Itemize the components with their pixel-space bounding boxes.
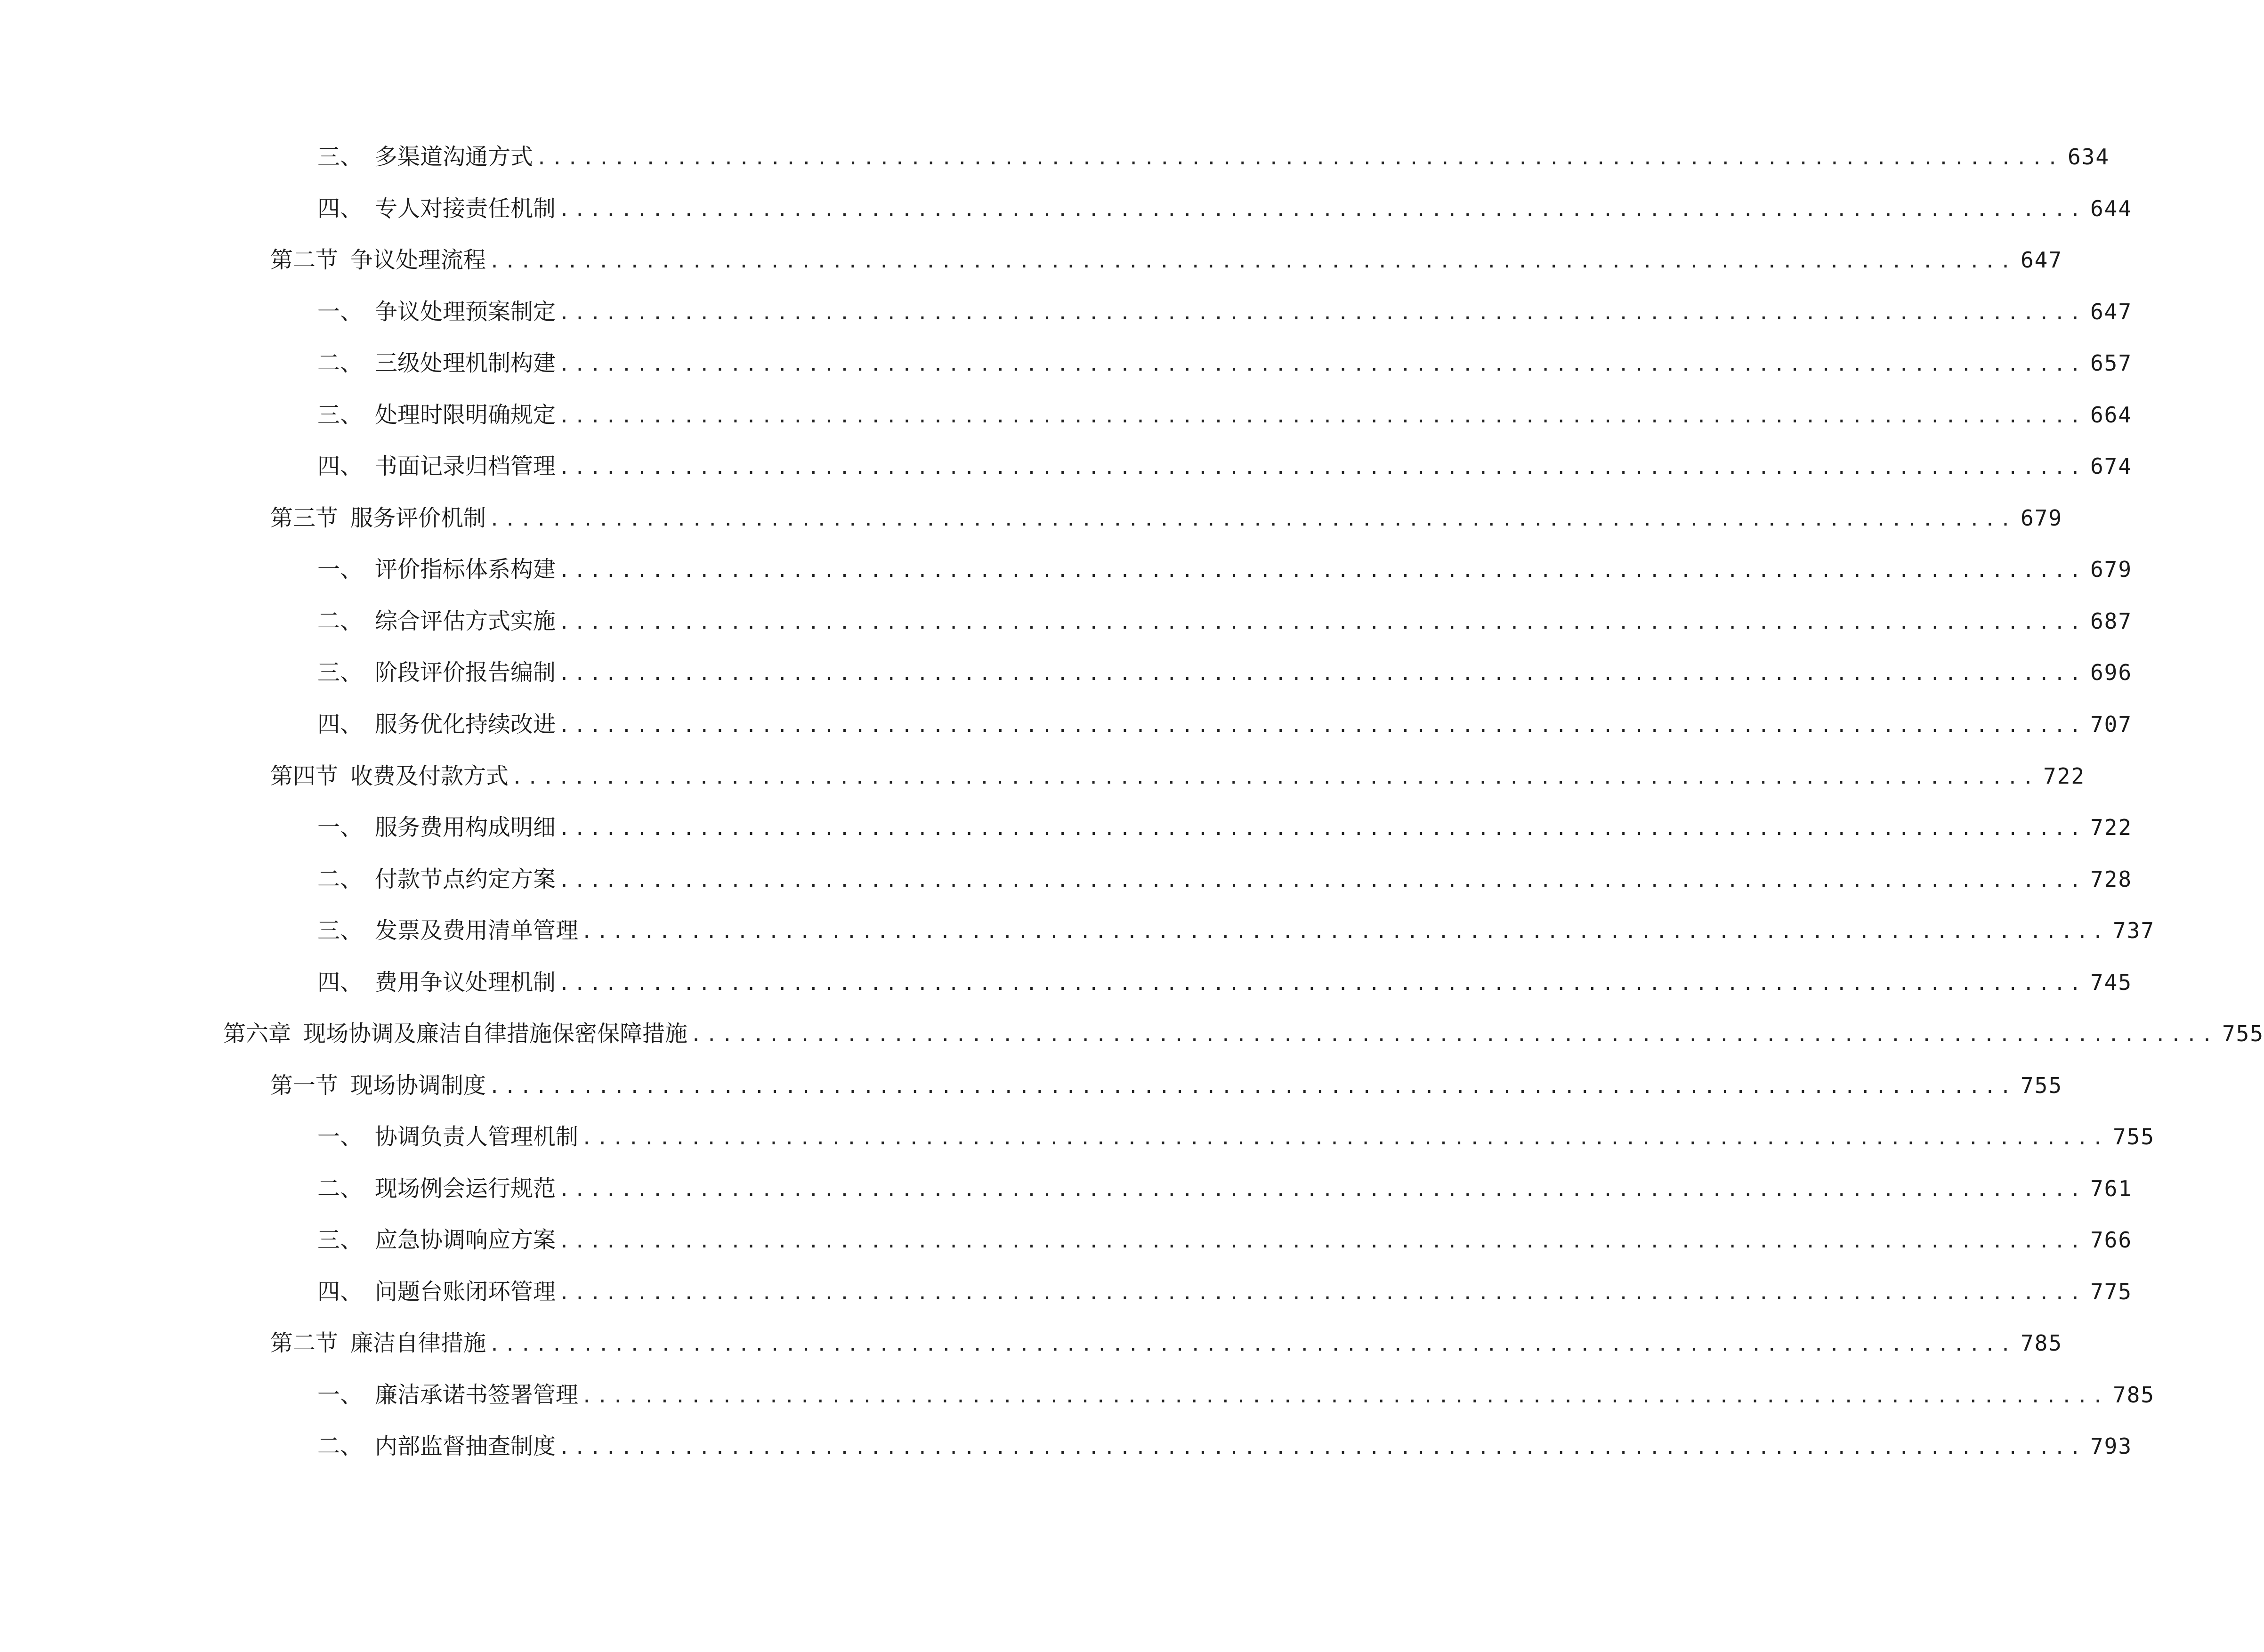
toc-dot-leader: .................................................................................................. [489,251,2016,272]
toc-entry-title: 综合评估方式实施 [375,608,556,634]
toc-dot-leader: .................................................................................................. [581,1127,2108,1149]
toc-entry[interactable] [270,499,2063,537]
toc-dot-leader: .................................................................................................. [558,663,2086,685]
toc-entry[interactable] [317,1170,2133,1207]
toc-entry-number: 第六章 [223,1020,291,1047]
toc-dot-leader: .................................................................................................. [690,1024,2217,1046]
toc-entry-number: 一、 [317,1124,363,1150]
toc-entry-page: 647 [2020,247,2063,273]
toc-entry-title: 服务评价机制 [350,505,486,531]
toc-dot-leader: .................................................................................................. [558,1282,2086,1304]
toc-entry-title: 现场例会运行规范 [375,1175,556,1202]
toc-entry-number: 三、 [317,1227,363,1253]
toc-dot-leader: .................................................................................................. [489,1334,2016,1355]
toc-entry-number: 第二节 [270,247,339,273]
toc-dot-leader: .................................................................................................. [558,818,2086,840]
toc-entry-page: 657 [2090,350,2133,376]
toc-entry-page: 647 [2090,299,2133,324]
toc-entry-title: 收费及付款方式 [350,763,509,789]
toc-dot-leader: .................................................................................................. [558,1179,2086,1201]
toc-entry-page: 737 [2112,918,2155,943]
toc-dot-leader: .................................................................................................. [558,715,2086,737]
toc-entry-title: 专人对接责任机制 [375,195,556,222]
toc-entry-page: 755 [2020,1073,2063,1098]
toc-entry-title: 费用争议处理机制 [375,969,556,996]
toc-entry[interactable] [317,551,2133,588]
toc-entry-page: 679 [2090,557,2133,582]
toc-entry-title: 协调负责人管理机制 [375,1124,579,1150]
toc-entry-number: 一、 [317,299,363,325]
toc-entry[interactable] [317,860,2133,898]
toc-dot-leader: .................................................................................................. [558,870,2086,891]
toc-entry-number: 一、 [317,556,363,583]
toc-entry-title: 发票及费用清单管理 [375,917,579,944]
toc-entry-number: 第一节 [270,1072,339,1099]
toc-dot-leader: .................................................................................................. [558,354,2086,375]
toc-entry-title: 现场协调及廉洁自律措施保密保障措施 [303,1020,688,1047]
toc-dot-leader: .................................................................................................. [558,1231,2086,1252]
toc-entry-number: 三、 [317,402,363,428]
toc-dot-leader: .................................................................................................. [558,457,2086,478]
toc-dot-leader: .................................................................................................. [558,405,2086,427]
toc-entry[interactable] [317,190,2133,227]
toc-dot-leader: .................................................................................................. [536,147,2063,169]
toc-dot-leader: .................................................................................................. [558,1437,2086,1458]
toc-entry-page: 755 [2222,1021,2264,1046]
toc-dot-leader: .................................................................................................. [581,921,2108,943]
toc-dot-leader: .................................................................................................. [558,973,2086,995]
toc-entry-page: 766 [2090,1227,2133,1253]
toc-entry-page: 664 [2090,402,2133,428]
toc-entry-number: 一、 [317,1382,363,1408]
toc-entry-number: 二、 [317,1433,363,1459]
toc-entry-title: 服务优化持续改进 [375,711,556,737]
toc-entry[interactable] [317,809,2133,846]
toc-entry-number: 四、 [317,453,363,479]
toc-dot-leader: .................................................................................................. [558,302,2086,324]
toc-entry-page: 728 [2090,866,2133,892]
toc-entry-title: 问题台账闭环管理 [375,1279,556,1305]
toc-entry-number: 四、 [317,969,363,996]
toc-entry-title: 阶段评价报告编制 [375,659,556,686]
toc-entry-number: 一、 [317,814,363,841]
toc-entry-number: 三、 [317,917,363,944]
toc-entry[interactable] [317,447,2133,485]
toc-entry-title: 廉洁承诺书签署管理 [375,1382,579,1408]
toc-entry-title: 争议处理预案制定 [375,299,556,325]
toc-entry-number: 第三节 [270,505,339,531]
toc-dot-leader: .................................................................................................. [558,612,2086,633]
toc-entry-page: 745 [2090,970,2133,995]
toc-entry[interactable] [270,757,2086,795]
toc-entry-chapter[interactable] [223,1015,2264,1053]
toc-entry-page: 634 [2067,144,2110,170]
toc-entry-page: 722 [2090,815,2133,840]
toc-entry-number: 二、 [317,1175,363,1202]
toc-entry-page: 793 [2090,1433,2133,1459]
toc-entry[interactable] [317,344,2133,382]
toc-entry[interactable] [270,1324,2063,1362]
toc-entry[interactable] [317,1221,2133,1259]
toc-dot-leader: .................................................................................................. [558,199,2086,221]
toc-entry-number: 四、 [317,1279,363,1305]
toc-entry-number: 三、 [317,144,363,170]
toc-entry-number: 四、 [317,711,363,737]
toc-entry-page: 775 [2090,1279,2133,1304]
toc-entry-number: 二、 [317,350,363,376]
toc-entry-number: 二、 [317,866,363,892]
toc-entry[interactable] [317,1376,2155,1414]
toc-dot-leader: .................................................................................................. [511,767,2038,788]
toc-entry-title: 付款节点约定方案 [375,866,556,892]
toc-dot-leader: .................................................................................................. [489,509,2016,530]
toc-dot-leader: .................................................................................................. [558,560,2086,582]
toc-dot-leader: .................................................................................................. [581,1385,2108,1407]
toc-entry-title: 三级处理机制构建 [375,350,556,376]
toc-entry[interactable] [317,293,2133,331]
toc-entry-page: 755 [2112,1124,2155,1150]
toc-entry-title: 内部监督抽查制度 [375,1433,556,1459]
toc-entry[interactable] [317,602,2133,640]
toc-entry[interactable] [270,241,2063,279]
toc-entry-title: 书面记录归档管理 [375,453,556,479]
toc-entry[interactable] [317,705,2133,743]
toc-entry-page: 687 [2090,608,2133,634]
toc-entry-page: 707 [2090,712,2133,737]
toc-entry-number: 三、 [317,659,363,686]
toc-entry-page: 722 [2043,763,2086,789]
toc-entry[interactable] [317,654,2133,691]
toc-entry-number: 第二节 [270,1330,339,1356]
toc-entry-title: 现场协调制度 [350,1072,486,1099]
toc-entry[interactable] [317,396,2133,434]
toc-entry-page: 674 [2090,453,2133,479]
toc-entry[interactable] [317,912,2155,949]
toc-entry-title: 应急协调响应方案 [375,1227,556,1253]
toc-dot-leader: .................................................................................................. [489,1076,2016,1098]
toc-entry-number: 第四节 [270,763,339,789]
toc-entry[interactable] [270,1067,2063,1104]
toc-entry-page: 679 [2020,505,2063,531]
toc-entry-number: 二、 [317,608,363,634]
toc-entry-page: 644 [2090,196,2133,221]
toc-entry-title: 多渠道沟通方式 [375,144,534,170]
toc-entry-title: 廉洁自律措施 [350,1330,486,1356]
toc-entry[interactable] [317,1118,2155,1156]
toc-entry-number: 四、 [317,195,363,222]
toc-entry-title: 评价指标体系构建 [375,556,556,583]
toc-entry-page: 761 [2090,1176,2133,1201]
toc-entry-title: 服务费用构成明细 [375,814,556,841]
toc-entry[interactable] [317,138,2110,176]
toc-entry-page: 696 [2090,660,2133,685]
toc-entry-title: 争议处理流程 [350,247,486,273]
toc-entry-page: 785 [2112,1382,2155,1408]
toc-entry-page: 785 [2020,1330,2063,1356]
toc-entry-title: 处理时限明确规定 [375,402,556,428]
toc-entry[interactable] [317,964,2133,1001]
toc-entry[interactable] [317,1273,2133,1311]
toc-entry[interactable] [317,1427,2133,1465]
